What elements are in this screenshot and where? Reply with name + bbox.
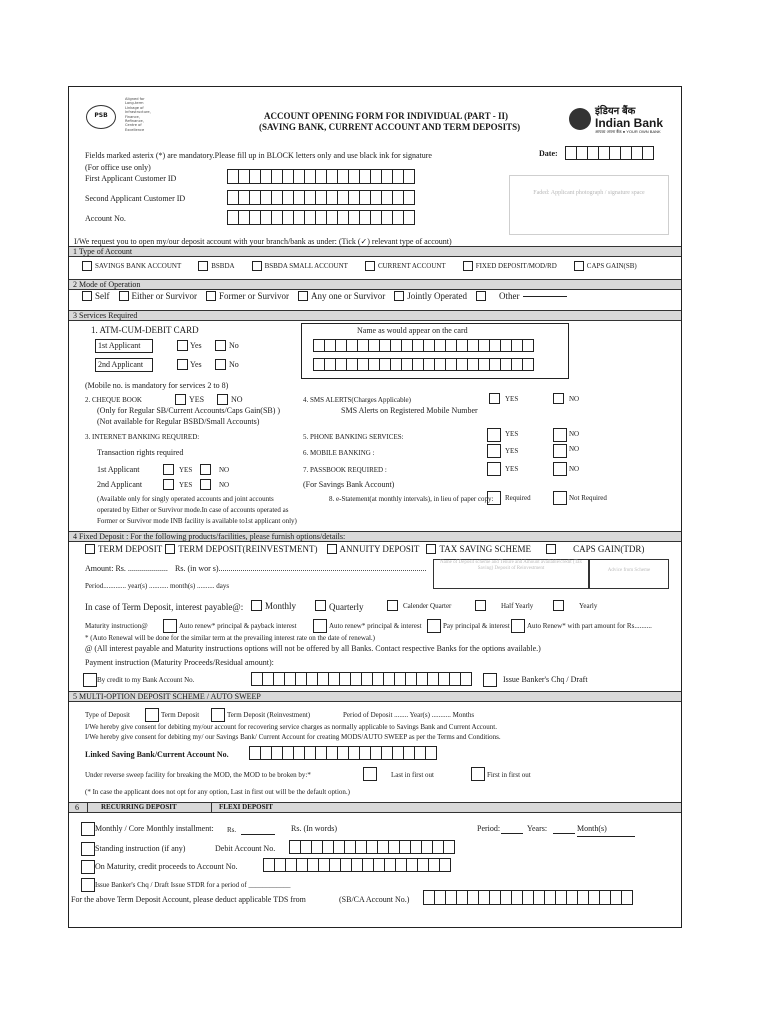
amount-label: Amount: Rs. ....................	[85, 564, 168, 573]
section2-header: 2 Mode of Operation	[69, 279, 681, 290]
standing-checkbox[interactable]	[81, 842, 95, 856]
monthly-rs-line[interactable]	[241, 834, 275, 835]
at-note: @ (All interest payable and Maturity instructions options will not be offered by all Banks. Contact respective Banks for the options available.)	[85, 644, 541, 653]
internet-label: 3. INTERNET BANKING REQUIRED:	[85, 433, 200, 441]
section6-number: 6	[75, 803, 79, 812]
passbook-yes: YES	[505, 465, 519, 473]
second-applicant-box: 2nd Applicant	[95, 358, 153, 372]
cheque-yes: YES	[189, 395, 205, 404]
avail-note-1: (Available only for singly operated accounts and joint accounts	[97, 495, 274, 503]
checkbox-caps-gain-tdr[interactable]	[546, 544, 556, 554]
section3-header: 3 Services Required	[69, 310, 681, 321]
credit-label: By credit to my Bank Account No.	[97, 676, 195, 684]
account-opening-form	[68, 86, 682, 928]
account-type-row	[82, 261, 637, 271]
option-current: CURRENT ACCOUNT	[377, 262, 446, 270]
flexi-deposit-label: FLEXI DEPOSIT	[219, 803, 273, 811]
checkbox-bsbda-small[interactable]	[252, 261, 262, 271]
renew4-checkbox[interactable]	[511, 619, 525, 633]
rd-years: Years:	[527, 824, 548, 833]
reverse-sweep-label: Under reverse sweep facility for breaking the MOD, the MOD to be broken by:*	[85, 771, 311, 779]
lifo-label: Last in first out	[391, 771, 434, 779]
freq-monthly: Monthly	[265, 601, 297, 611]
interest-payable-label: In case of Term Deposit, interest payable@:	[85, 602, 244, 612]
form-title-line2: (SAVING BANK, CURRENT ACCOUNT AND TERM DEPOSITS)	[259, 122, 521, 132]
checkbox-anyone-survivor[interactable]	[298, 291, 308, 301]
mods-td: Term Deposit	[161, 711, 200, 719]
renew1: Auto renew* principal & payback interest	[179, 622, 297, 630]
freq-monthly-checkbox[interactable]	[251, 600, 262, 611]
estatement-label: 8. e-Statement(at monthly intervals), in lieu of paper copy:	[329, 495, 494, 503]
section1-header: 1 Type of Account	[69, 246, 681, 257]
cheque-label: 2. CHEQUE BOOK	[85, 396, 142, 404]
sms-yes: YES	[505, 395, 519, 403]
renew3: Pay principal & interest	[443, 622, 510, 630]
mode-self: Self	[95, 291, 110, 301]
inb-second-yes-checkbox[interactable]	[163, 479, 174, 490]
maturity-account-input[interactable]	[263, 858, 450, 872]
checkbox-term-deposit[interactable]	[85, 544, 95, 554]
monthly-label: Monthly / Core Monthly installment:	[95, 824, 214, 833]
atm-second-yes-checkbox[interactable]	[177, 359, 188, 370]
sms-yes-checkbox[interactable]	[489, 393, 500, 404]
issue-stdr-label: Issue Banker's Chq / Draft Issue STDR for a period of ____________	[95, 881, 291, 889]
deposit-type-row	[85, 544, 644, 554]
phone-no-checkbox[interactable]	[553, 428, 567, 442]
type-of-deposit-label: Type of Deposit	[85, 711, 131, 719]
amount-words-label: Rs. (in wor s)........................................................................................................	[175, 564, 427, 573]
bank-tagline: आपका अपना बैंक ● YOUR OWN BANK	[594, 129, 661, 134]
checkbox-annuity[interactable]	[327, 544, 337, 554]
dep-annuity: ANNUITY DEPOSIT	[339, 544, 420, 554]
standing-label: Standing instruction (if any)	[95, 844, 186, 853]
section6-divider-2	[211, 803, 212, 812]
first-customer-id-label: First Applicant Customer ID	[85, 174, 177, 183]
mode-row	[82, 291, 567, 301]
mobile-no: NO	[569, 445, 580, 453]
first-applicant-box: 1st Applicant	[95, 339, 153, 353]
monthly-rs: Rs.	[227, 826, 237, 834]
mobile-note: (Mobile no. is mandatory for services 2 to 8)	[85, 381, 229, 390]
on-maturity-label: On Maturity, credit proceeds to Account No.	[95, 862, 238, 871]
cheque-yes-checkbox[interactable]	[175, 394, 186, 405]
mobile-no-checkbox[interactable]	[553, 444, 567, 458]
freq-quarterly: Quarterly	[329, 602, 364, 612]
renew3-checkbox[interactable]	[427, 619, 441, 633]
second-customer-id-label: Second Applicant Customer ID	[85, 194, 186, 203]
mods-td-checkbox[interactable]	[145, 708, 159, 722]
section6-divider-1	[87, 803, 88, 812]
estatement-not-required-checkbox[interactable]	[553, 491, 567, 505]
sms-note: SMS Alerts on Registered Mobile Number	[341, 406, 478, 415]
linked-account-input[interactable]	[249, 746, 436, 760]
option-caps-gain-sb: CAPS GAIN(SB)	[586, 262, 637, 270]
checkbox-savings[interactable]	[82, 261, 92, 271]
credit-checkbox[interactable]	[83, 673, 97, 687]
checkbox-self[interactable]	[82, 291, 92, 301]
default-option-note: (* In case the applicant does not opt for any option, Last in first out will be the default option.)	[85, 788, 350, 796]
renew1-checkbox[interactable]	[163, 619, 177, 633]
bank-name: Indian Bank	[594, 116, 663, 130]
recurring-deposit-label: RECURRING DEPOSIT	[101, 803, 177, 811]
psb-seal-caption: Aligned for Long-term Linkage of Infrastructure, Finance, Refinance, Centre of Excellence	[125, 97, 151, 132]
faded-scheme-box: Name of Deposit scheme and Tenure and Amount available/credit (Tax Saving) Deposit of Reinvestment	[433, 559, 589, 589]
checkbox-fixed-deposit[interactable]	[463, 261, 473, 271]
faded-photo-box: Faded: Applicant photograph / signature space	[509, 175, 669, 235]
card-name-line1[interactable]	[313, 339, 533, 352]
mode-anyone-survivor: Any one or Survivor	[311, 291, 386, 301]
section5-header: 5 MULTI-OPTION DEPOSIT SCHEME / AUTO SWEEP	[69, 691, 681, 702]
other-line[interactable]	[523, 296, 567, 297]
checkbox-either-survivor[interactable]	[119, 291, 129, 301]
phone-yes: YES	[505, 430, 519, 438]
renew4: Auto Renew* with part amount for Rs..........	[527, 622, 652, 630]
avail-note-3: Former or Survivor mode INB facility is available to1st applicant only)	[97, 517, 297, 525]
dep-caps-gain-tdr: CAPS GAIN(TDR)	[573, 544, 645, 554]
avail-note-2: operated by Either or Survivor mode.In case of accounts operated as	[97, 506, 289, 514]
checkbox-jointly[interactable]	[394, 291, 404, 301]
lifo-checkbox[interactable]	[363, 767, 377, 781]
mods-period: Period of Deposit ........ Year(s) ........... Months	[343, 711, 475, 719]
freq-calender-checkbox[interactable]	[387, 600, 398, 611]
phone-yes-checkbox[interactable]	[487, 428, 501, 442]
atm-first-yes: Yes	[190, 341, 202, 350]
inb-second-no-checkbox[interactable]	[200, 479, 211, 490]
monthly-checkbox[interactable]	[81, 822, 95, 836]
office-use-label: (For office use only)	[85, 163, 151, 172]
estatement-not-required: Not Required	[569, 494, 607, 502]
mode-former-survivor: Former or Survivor	[219, 291, 289, 301]
mode-either-survivor: Either or Survivor	[131, 291, 197, 301]
bank-emblem-icon	[569, 108, 591, 130]
credit-account-input[interactable]	[251, 672, 471, 686]
option-bsbda-small: BSBDA SMALL ACCOUNT	[264, 262, 348, 270]
freq-half-yearly: Half Yearly	[501, 602, 534, 610]
rd-period: Period:	[477, 824, 501, 833]
checkbox-former-survivor[interactable]	[206, 291, 216, 301]
auto-renewal-note: * (Auto Renewal will be done for the similar term at the prevailing interest rate on the date of renewal.)	[85, 634, 376, 642]
tds-account-input[interactable]	[423, 890, 632, 905]
atm-first-no-checkbox[interactable]	[215, 340, 226, 351]
request-text: I/We request you to open my/our deposit account with your branch/bank as under: (Tick (✓) relevant type of account)	[74, 237, 452, 246]
mode-jointly: Jointly Operated	[407, 291, 467, 301]
atm-label: 1. ATM-CUM-DEBIT CARD	[91, 325, 199, 335]
mobile-yes-checkbox[interactable]	[487, 444, 501, 458]
atm-first-no: No	[229, 341, 239, 350]
indian-bank-logo	[569, 103, 663, 135]
inb-first-no-checkbox[interactable]	[200, 464, 211, 475]
option-savings: SAVINGS BANK ACCOUNT	[95, 262, 182, 270]
card-name-line2[interactable]	[313, 358, 533, 371]
cheque-no-checkbox[interactable]	[217, 394, 228, 405]
debit-account-label: Debit Account No.	[215, 844, 276, 853]
dep-tax-saving: TAX SAVING SCHEME	[439, 544, 532, 554]
second-customer-id-input[interactable]	[227, 190, 414, 205]
sms-label: 4. SMS ALERTS(Charges Applicable)	[303, 396, 411, 404]
freq-yearly: Yearly	[579, 602, 598, 610]
tds-label: For the above Term Deposit Account, please deduct applicable TDS from	[71, 895, 306, 904]
fifo-checkbox[interactable]	[471, 767, 485, 781]
cheque-note2: (Not available for Regular BSBD/Small Accounts)	[97, 417, 260, 426]
phone-no: NO	[569, 430, 580, 438]
issue-draft-label: Issue Banker's Chq / Draft	[503, 675, 588, 684]
mods-tdr: Term Deposit (Reinvestment)	[227, 711, 311, 719]
inb-second-applicant: 2nd Applicant	[97, 480, 143, 489]
atm-second-no: No	[229, 360, 239, 369]
checkbox-current[interactable]	[365, 261, 375, 271]
maturity-label: Maturity instruction@	[85, 622, 148, 630]
payment-instruction-label: Payment instruction (Maturity Proceeds/Residual amount):	[85, 658, 274, 667]
date-label: Date:	[539, 149, 558, 158]
cheque-note1: (Only for Regular SB/Current Accounts/Caps Gain(SB) )	[97, 406, 281, 415]
checkbox-caps-gain-sb[interactable]	[574, 261, 584, 271]
date-input-cells[interactable]	[565, 146, 653, 160]
account-no-label: Account No.	[85, 214, 126, 223]
issue-stdr-checkbox[interactable]	[81, 878, 95, 892]
freq-calender: Calender Quarter	[403, 602, 452, 610]
dep-term-reinvest: TERM DEPOSIT(REINVESTMENT)	[178, 544, 318, 554]
issue-draft-checkbox[interactable]	[483, 673, 497, 687]
rd-months: Month(s)	[577, 824, 607, 833]
freq-yearly-checkbox[interactable]	[553, 600, 564, 611]
sms-no-checkbox[interactable]	[553, 393, 564, 404]
checkbox-other[interactable]	[476, 291, 486, 301]
renew2: Auto renew* principal & interest	[329, 622, 422, 630]
cheque-no: NO	[231, 395, 243, 404]
linked-account-label: Linked Saving Bank/Current Account No.	[85, 750, 229, 759]
debit-account-input[interactable]	[289, 840, 454, 854]
rd-months-line[interactable]	[577, 836, 635, 837]
checkbox-bsbda[interactable]	[198, 261, 208, 271]
monthly-rs-words: Rs. (In words)	[291, 824, 337, 833]
passbook-label: 7. PASSBOOK REQUIRED :	[303, 466, 387, 474]
period-label: Period............. year(s) ........... month(s) .......... days	[85, 582, 230, 590]
phone-label: 5. PHONE BANKING SERVICES:	[303, 433, 404, 441]
dep-term: TERM DEPOSIT	[98, 544, 163, 554]
passbook-yes-checkbox[interactable]	[487, 462, 501, 476]
mobile-yes: YES	[505, 447, 519, 455]
inb-second-no: NO	[219, 481, 230, 489]
estatement-required-checkbox[interactable]	[487, 491, 501, 505]
consent-1: I/We hereby give consent for debiting my/our account for recovering service charges as normally applicable to Savings Bank and Current Account.	[85, 723, 497, 731]
inb-second-yes: YES	[179, 481, 193, 489]
name-on-card-label: Name as would appear on the card	[357, 326, 468, 335]
faded-advice-box: Advice from Scheme	[589, 559, 669, 589]
freq-quarterly-checkbox[interactable]	[315, 600, 326, 611]
fifo-label: First in first out	[487, 771, 531, 779]
tds-account-label: (SB/CA Account No.)	[339, 895, 410, 904]
bank-hindi-name: इंडियन बैंक	[594, 106, 636, 117]
rd-years-line[interactable]	[553, 833, 575, 834]
estatement-required: Required	[505, 494, 531, 502]
option-fixed-deposit: FIXED DEPOSIT/MOD/RD	[475, 262, 557, 270]
inb-first-applicant: 1st Applicant	[97, 465, 140, 474]
atm-second-yes: Yes	[190, 360, 202, 369]
psb-seal-logo: PSB	[86, 105, 116, 129]
passbook-no: NO	[569, 465, 580, 473]
atm-first-yes-checkbox[interactable]	[177, 340, 188, 351]
first-customer-id-input[interactable]	[227, 169, 414, 184]
section4-header: 4 Fixed Deposit : For the following products/facilities, please furnish options/details:	[69, 531, 681, 542]
mode-other: Other	[499, 291, 520, 301]
passbook-note: (For Savings Bank Account)	[303, 480, 395, 489]
checkbox-tax-saving[interactable]	[426, 544, 436, 554]
consent-2: I/We hereby give consent for debiting my/ our Savings Bank/ Current Account for creating MODS/AUTO SWEEP as per the Terms and Conditions.	[85, 733, 501, 741]
freq-half-yearly-checkbox[interactable]	[475, 600, 486, 611]
atm-second-no-checkbox[interactable]	[215, 359, 226, 370]
inb-first-yes: YES	[179, 466, 193, 474]
account-no-input[interactable]	[227, 210, 414, 225]
inb-first-no: NO	[219, 466, 230, 474]
sms-no: NO	[569, 395, 580, 403]
checkbox-term-reinvest[interactable]	[165, 544, 175, 554]
inb-first-yes-checkbox[interactable]	[163, 464, 174, 475]
mobile-banking-label: 6. MOBILE BANKING :	[303, 449, 375, 457]
option-bsbda: BSBDA	[211, 262, 235, 270]
mandatory-note: Fields marked asterix (*) are mandatory.Please fill up in BLOCK letters only and use black ink for signature	[85, 151, 432, 160]
rd-period-line[interactable]	[501, 833, 523, 834]
renew2-checkbox[interactable]	[313, 619, 327, 633]
form-title-line1: ACCOUNT OPENING FORM FOR INDIVIDUAL (PART - II)	[264, 111, 508, 121]
passbook-no-checkbox[interactable]	[553, 462, 567, 476]
txn-rights-label: Transaction rights required	[97, 448, 184, 457]
on-maturity-checkbox[interactable]	[81, 860, 95, 874]
mods-tdr-checkbox[interactable]	[211, 708, 225, 722]
